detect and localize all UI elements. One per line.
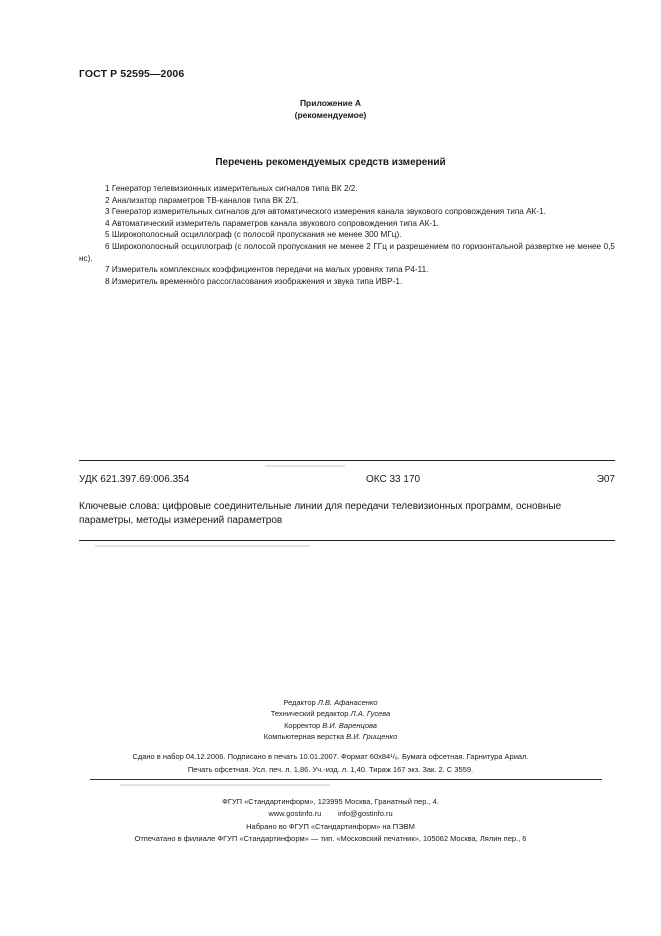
list-title: Перечень рекомендуемых средств измерений	[215, 157, 446, 168]
list-item: 8 Измеритель временно̀го рассогласования изображения и звука типа ИВР-1.	[105, 276, 403, 286]
credit-layout: Компьютерная верстка В.И. Грищенко	[263, 731, 398, 741]
imprint	[0, 751, 661, 776]
list-item: 2 Анализатор параметров ТВ-каналов типа ВК 2/1.	[105, 195, 299, 205]
keywords-line-1: Ключевые слова: цифровые соединительные линии для передачи телевизионных программ, основные	[79, 501, 562, 512]
list-item: 5 Широкополосный осциллограф (с полосой пропускания не менее 300 МГц).	[105, 230, 402, 240]
divider-bottom	[79, 540, 615, 541]
bleed-through-mark	[95, 545, 310, 547]
publisher-email: info@gostinfo.ru	[337, 809, 393, 819]
credits	[0, 697, 661, 742]
category-code: Э07	[596, 474, 615, 485]
keywords	[79, 500, 615, 528]
bleed-through-mark	[265, 465, 345, 467]
standard-id: ГОСТ Р 52595—2006	[79, 68, 185, 80]
appendix-title: Приложение А	[299, 98, 362, 108]
imprint-line-1: Сдано в набор 04.12.2006. Подписано в печать 10.01.2007. Формат 60х84¹/₈. Бумага офсетная. Гарнитура Ариал.	[132, 752, 529, 761]
list-item: 7 Измеритель комплексных коэффициентов передачи на малых уровнях типа Р4-11.	[105, 265, 429, 275]
publisher-contacts	[0, 808, 661, 820]
credit-tech-editor: Технический редактор Л.А. Гусева	[270, 709, 391, 719]
bleed-through-mark	[120, 784, 330, 786]
publisher-website: www.gostinfo.ru	[268, 809, 322, 819]
publisher-typeset: Набрано во ФГУП «Стандартинформ» на ПЭВМ	[246, 821, 415, 831]
list-item: 1 Генератор телевизионных измерительных сигналов типа ВК 2/2.	[105, 184, 358, 193]
credit-corrector: Корректор В.И. Варенцова	[284, 720, 377, 730]
credit-editor: Редактор Л.В. Афанасенко	[283, 698, 378, 707]
divider-imprint	[90, 779, 602, 780]
keywords-line-2: параметры, методы измерений параметров	[79, 515, 283, 526]
appendix-note: (рекомендуемое)	[294, 110, 367, 120]
list-item: 3 Генератор измерительных сигналов для автоматического измерения канала звукового сопровождения типа АК-1.	[105, 207, 546, 217]
divider-top	[79, 460, 615, 461]
publisher-printer: Отпечатано в филиале ФГУП «Стандартинформ» — тип. «Московский печатник», 105062 Москва, Лялин пер., 6	[134, 834, 527, 844]
list-item: 6 Широкополосный осциллограф (с полосой пропускания не менее 2 ГГц и разрешением по горизонтальной развертке не менее 0,5 нс).	[79, 241, 615, 263]
oks-code: ОКС 33 170	[366, 474, 421, 485]
udk-code: УДК 621.397.69:006.354	[79, 474, 190, 485]
imprint-line-2: Печать офсетная. Усл. печ. л. 1,86. Уч.-изд. л. 1,40. Тираж 167 экз. Зак. 2. С 3559.	[187, 764, 474, 774]
publisher	[0, 796, 661, 846]
instrument-list	[79, 183, 615, 287]
publisher-address: ФГУП «Стандартинформ», 123995 Москва, Гранатный пер., 4.	[222, 797, 439, 806]
list-item: 4 Автоматический измеритель параметров канала звукового сопровождения типа АК-1.	[105, 218, 439, 228]
